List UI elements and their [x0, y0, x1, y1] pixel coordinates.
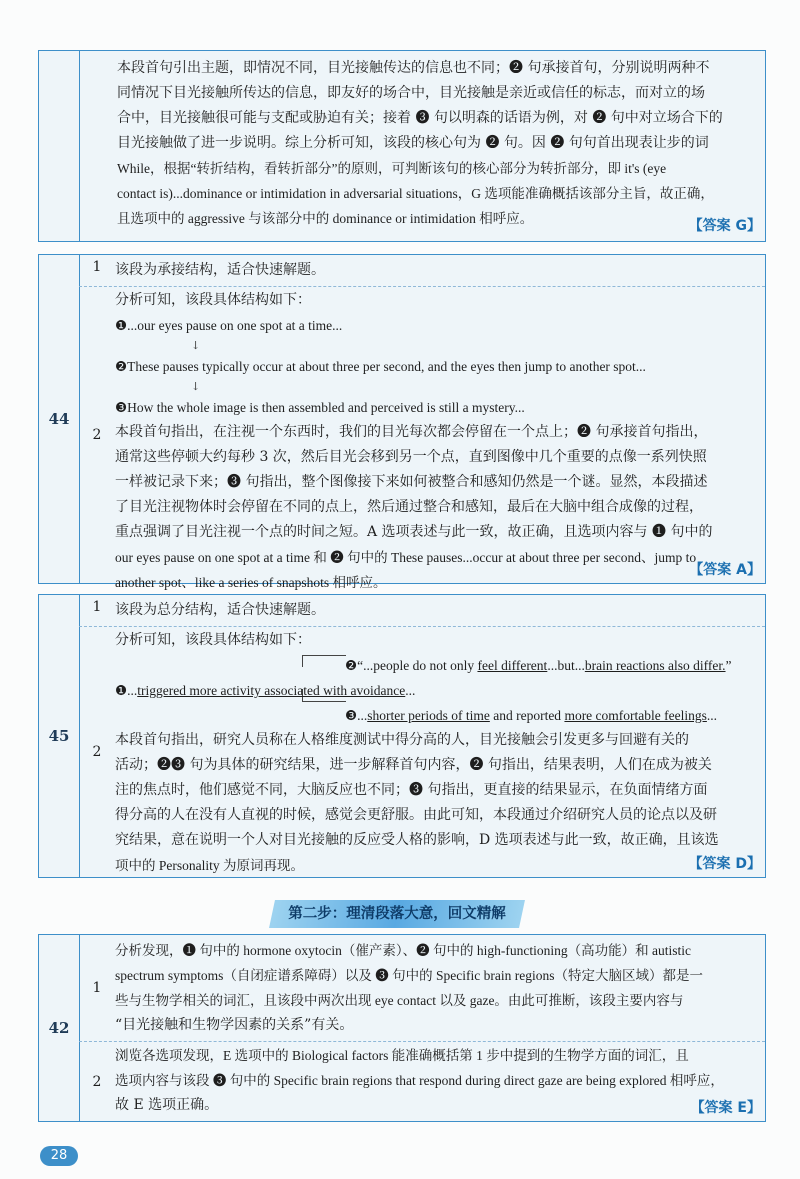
- text-line: spectrum symptoms（自闭症谱系障碍）以及 ❸ 句中的 Specific brain regions（特定大脑区域）都是一: [115, 968, 703, 983]
- structure-sentence-1: [115, 678, 759, 703]
- text-line: 合中，目光接触很可能与支配或胁迫有关；接着 ❸ 句以明森的话语为例，对 ❷ 句中对立场合下的: [117, 110, 723, 126]
- step-2-text: [115, 1043, 759, 1118]
- text-line: 注的焦点时，他们感觉不同，大脑反应也不同；❸ 句指出，更直接的结果显示，在负面情绪方面: [115, 782, 708, 798]
- text-line: 且选项中的 aggressive 与该部分中的 dominance or intimidation 相呼应。: [117, 211, 534, 226]
- step-number: 2: [92, 1073, 102, 1090]
- underlined-phrase: brain reactions also differ.: [584, 658, 726, 673]
- sentence-text: and reported: [489, 708, 565, 723]
- text-line: 本段首句指出，研究人员称在人格维度测试中得分高的人，目光接触会引发更多与回避有关的: [115, 732, 689, 748]
- structure-sentence-3: [115, 703, 759, 728]
- text-line: 一样被记录下来；❸ 句指出，整个图像接下来如何被整合和感知仍然是一个谜。显然，本段描述: [115, 474, 708, 490]
- text-line: 项中的 Personality 为原词再现。: [115, 858, 304, 873]
- text-line: 通常这些停顿大约每秒 3 次，然后目光会移到另一个点，直到图像中几个重要的点像一系列快照: [115, 449, 707, 465]
- text-line: While，根据“转折结构，看转折部分”的原则，可判断该句的核心部分为转折部分，即 it's (eye: [117, 161, 667, 176]
- text-line: 活动；❷❸ 句为具体的研究结果，进一步解释首句内容，❷ 句指出，结果表明，人们在成为被关: [115, 757, 712, 773]
- step-number: 2: [92, 427, 102, 443]
- text-line: 本段首句指出，在注视一个东西时，我们的目光每次都会停留在一个点上；❷ 句承接首句指出，: [115, 424, 708, 440]
- question-number: 44: [39, 255, 80, 583]
- answer-label: 【答案 A】: [689, 562, 761, 578]
- step-number: 1: [92, 259, 102, 275]
- sentence-text: ❸...: [345, 708, 368, 723]
- text-line: 同情况下目光接触所传达的信息，即友好的场合中，目光接触是亲近或信任的标志，而对立的场: [117, 85, 705, 101]
- analysis-card-45: [38, 594, 766, 878]
- analysis-card-43-continued: [38, 50, 766, 242]
- answer-label: 【答案 D】: [688, 856, 761, 872]
- text-line: 究结果，意在说明一个人对目光接触的反应受人格的影响，D 选项表述与此一致，故正确，且该选: [115, 832, 719, 848]
- step-2-text: [115, 628, 759, 878]
- question-number-cell: [39, 51, 80, 241]
- sentence-text: ...: [405, 683, 416, 698]
- structure-intro: 分析可知，该段具体结构如下：: [115, 632, 311, 648]
- step-number: 1: [92, 599, 102, 615]
- text-line: 了目光注视物体时会停留在不同的点上，然后通过整合和感知，最后在大脑中组合成像的过程，: [115, 499, 703, 515]
- text-line: 浏览各选项发现，E 选项中的 Biological factors 能准确概括第 1 步中提到的生物学方面的词汇，且: [115, 1048, 689, 1063]
- analysis-card-42: [38, 934, 766, 1122]
- analysis-card-44: [38, 254, 766, 590]
- structure-sentence-3: ❸How the whole image is then assembled and perceived is still a mystery...: [115, 400, 525, 415]
- question-number: 42: [39, 935, 80, 1121]
- structure-sentence-1: ❶...our eyes pause on one spot at a time...: [115, 318, 343, 333]
- step-2-text: [115, 288, 759, 595]
- text-line: 选项内容与该段 ❸ 句中的 Specific brain regions that respond during direct gaze are being explored 相呼应，: [115, 1073, 724, 1088]
- card-text: [117, 56, 759, 231]
- text-line: 目光接触做了进一步说明。综上分析可知，该段的核心句为 ❷ 句。因 ❷ 句句首出现表让步的词: [117, 135, 709, 151]
- text-line: 得分高的人在没有人直视的时候，感觉会更舒服。由此可知，本段通过介绍研究人员的论点以及研: [115, 807, 717, 823]
- down-arrow-icon: ↓: [191, 339, 201, 352]
- underlined-phrase: triggered more activity associated with avoidance: [137, 683, 406, 698]
- step-1-text: 该段为承接结构，适合快速解题。: [115, 262, 325, 278]
- dashed-divider: [79, 1041, 765, 1042]
- structure-sentence-2: ❷These pauses typically occur at about three per second, and the eyes then jump to another spot...: [115, 359, 646, 374]
- step-1-text: [115, 938, 759, 1038]
- structure-intro: 分析可知，该段具体结构如下：: [115, 292, 311, 308]
- answer-label: 【答案 E】: [690, 1100, 761, 1116]
- underlined-phrase: more comfortable feelings: [564, 708, 707, 723]
- step-1-text: 该段为总分结构，适合快速解题。: [115, 602, 325, 618]
- sentence-text: ...but...: [547, 658, 585, 673]
- sentence-text: ❶...: [115, 683, 138, 698]
- text-line: “目光接触和生物学因素的关系”有关。: [115, 1017, 354, 1033]
- text-line: contact is)...dominance or intimidation in adversarial situations，G 选项能准确概括该部分主旨，故正确，: [117, 186, 714, 201]
- step-number: 2: [92, 744, 102, 760]
- sentence-text: ❷“...people do not only: [345, 658, 478, 673]
- section-banner: [269, 900, 525, 928]
- structure-sentence-2: [115, 653, 759, 678]
- page-number: 28: [40, 1146, 78, 1166]
- sentence-text: ”: [725, 658, 732, 673]
- text-line: 分析发现，❶ 句中的 hormone oxytocin（催产素）、❷ 句中的 high-functioning（高功能）和 autistic: [115, 943, 691, 958]
- text-line: another spot、like a series of snapshots 相呼应。: [115, 575, 387, 590]
- sentence-text: ...: [706, 708, 718, 723]
- dashed-divider: [79, 626, 765, 627]
- text-line: 故 E 选项正确。: [115, 1097, 219, 1113]
- answer-label: 【答案 G】: [688, 218, 761, 234]
- underlined-phrase: shorter periods of time: [367, 708, 490, 723]
- text-line: 些与生物学相关的词汇，且该段中两次出现 eye contact 以及 gaze。由此可推断，该段主要内容与: [115, 993, 684, 1008]
- step-number: 1: [92, 979, 102, 996]
- dashed-divider: [79, 286, 765, 287]
- question-number: 45: [39, 595, 80, 877]
- underlined-phrase: feel different: [477, 658, 548, 673]
- down-arrow-icon: ↓: [191, 380, 201, 393]
- text-line: 重点强调了目光注视一个点的时间之短。A 选项表述与此一致，故正确，且选项内容与 ❶ 句中的: [115, 524, 713, 540]
- text-line: 本段首句引出主题，即情况不同，目光接触传达的信息也不同；❷ 句承接首句，分别说明两种不: [117, 60, 710, 76]
- text-line: our eyes pause on one spot at a time 和 ❷ 句中的 These pauses...occur at about three per second、jump to: [115, 550, 697, 565]
- section-title: 第二步：理清段落大意，回文精解: [288, 906, 506, 922]
